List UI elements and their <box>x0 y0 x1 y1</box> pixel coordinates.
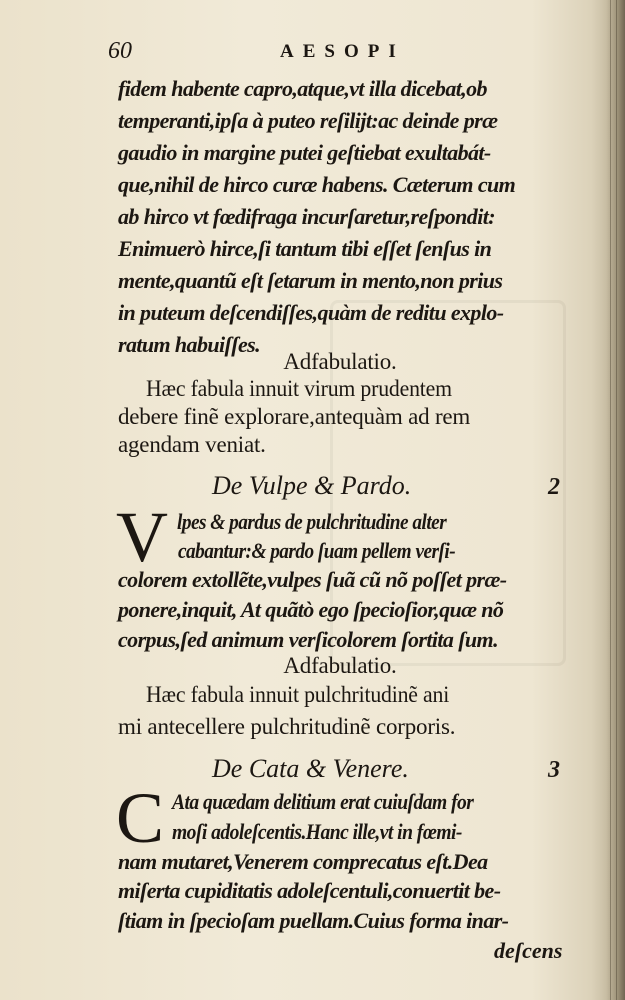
text-line: nam mutaret,Venerem comprecatus eſt.Dea <box>118 849 488 874</box>
text-line: moſi adoleſcentis.Hanc ille,vt in fœmi- <box>172 819 462 844</box>
catchword: deſcens <box>494 938 563 963</box>
page-gutter-edge <box>591 0 625 1000</box>
page-header <box>108 38 568 68</box>
moral-line: agendam veniat. <box>118 432 266 457</box>
text-line: corpus,ſed animum verſicolorem ſortita ſum. <box>118 627 498 652</box>
text-line: Ata quædam delitium erat cuiuſdam for <box>172 789 474 814</box>
text-line: ab hirco vt fœdifraga incurſaretur,reſpondit: <box>118 204 495 229</box>
text-line: que,nihil de hirco curæ habens. Cæterum cum <box>118 172 516 197</box>
adfabulatio-heading: Adfabulatio. <box>283 349 397 374</box>
moral-line: Hæc fabula innuit pulchritudinẽ ani <box>146 682 450 707</box>
text-line: cabantur:& pardo ſuam pellem verſi- <box>178 538 456 563</box>
fable-number: 2 <box>548 474 560 500</box>
adfabulatio-heading: Adfabulatio. <box>283 653 397 678</box>
running-head: AESOPI <box>280 41 405 62</box>
moral-line: debere finẽ explorare,antequàm ad rem <box>118 404 471 429</box>
moral-line: mi antecellere pulchritudinẽ corporis. <box>118 714 456 739</box>
text-line: in puteum deſcendiſſes,quàm de reditu explo- <box>118 300 504 325</box>
page-number: 60 <box>108 38 132 64</box>
drop-capital: V <box>116 497 168 577</box>
text-line: ſtiam in ſpecioſam puellam.Cuius forma inar- <box>118 908 509 933</box>
text-line: miſerta cupiditatis adoleſcentuli,conuertit be- <box>118 878 501 903</box>
moral-line: Hæc fabula innuit virum prudentem <box>146 376 452 401</box>
fable-number: 3 <box>548 757 560 783</box>
text-line: gaudio in margine putei geſtiebat exultabát- <box>118 140 491 165</box>
text-line: lpes & pardus de pulchritudine alter <box>177 509 447 534</box>
drop-capital: C <box>116 778 165 858</box>
text-line: mente,quantũ eſt ſetarum in mento,non prius <box>118 268 503 293</box>
text-line: ponere,inquit, At quãtò ego ſpecioſior,quæ nõ <box>118 597 504 622</box>
text-line: fidem habente capro,atque,vt illa dicebat,ob <box>118 76 487 101</box>
fable-title: De Vulpe & Pardo. <box>212 471 412 500</box>
text-line: Enimuerò hirce,ſi tantum tibi eſſet ſenſus in <box>118 236 492 261</box>
text-line: temperanti,ipſa à puteo reſilijt:ac deinde præ <box>118 108 498 133</box>
fable-title: De Cata & Venere. <box>212 754 409 783</box>
text-line: colorem extollẽte,vulpes ſuã cũ nõ poſſet præ- <box>118 567 507 592</box>
text-line: ratum habuiſſes. <box>118 332 260 357</box>
